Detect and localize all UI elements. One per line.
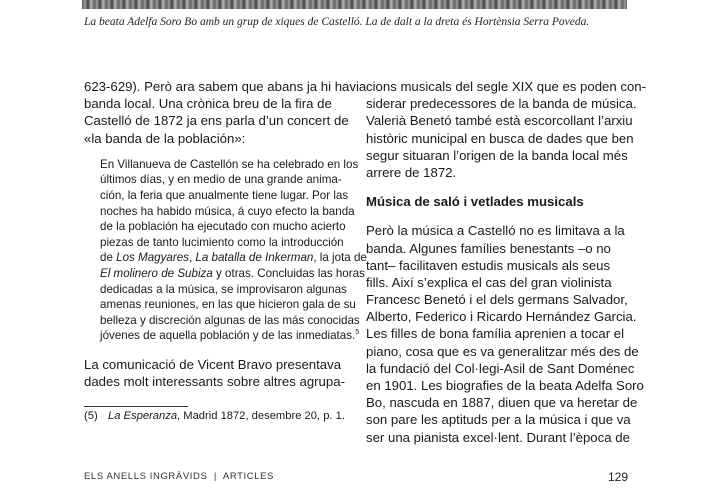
quote-line — [100, 250, 367, 266]
text-line: Bo, nascuda en 1887, diuen que va heretar de — [366, 395, 638, 411]
quote-line: piezas de tanto lucimiento como la introducción — [100, 235, 344, 249]
quote-text: , — [188, 251, 196, 265]
quote-text: , la jota de — [313, 251, 367, 265]
left-paragraph-1 — [84, 78, 367, 147]
work-title: El molinero de Subiza — [100, 266, 213, 280]
text-line: 623-629). Però ara sabem que abans ja hi havia — [84, 79, 367, 94]
section-heading: Música de saló i vetlades musicals — [366, 194, 584, 210]
text-line: Alberto, Federico i Ricardo Hernández Garcia. — [366, 309, 637, 325]
footnote — [84, 410, 345, 422]
text-line: històric municipal en busca de dades que ben — [366, 130, 634, 146]
text-line: fills. Així s’explica el cas del gran violinista — [366, 274, 612, 290]
text-line: «la banda de la población»: — [84, 130, 246, 146]
text-line: ser una pianista excel·lent. Durant l’època de — [366, 429, 630, 445]
text-line: arrere de 1872. — [366, 164, 457, 180]
work-title: Los Magyares — [116, 251, 189, 265]
text-line: tant– facilitaven estudis musicals als seus — [366, 257, 611, 273]
text-line: piano, cosa que es va generalitzar més des de — [366, 343, 639, 359]
footnote-rule — [84, 406, 188, 407]
left-paragraph-2 — [84, 356, 346, 390]
quote-line — [100, 328, 360, 344]
quote-line: noches ha habido música, á cuyo efecto la banda — [100, 204, 355, 218]
text-line: siderar predecessores de la banda de música. — [366, 96, 637, 112]
quote-text: y otras. Concluidas las horas — [212, 266, 365, 280]
block-quote — [100, 157, 367, 344]
text-line: la fundació del Col·legi-Asil de Sant Doménec — [366, 360, 635, 376]
text-line: cions musicals del segle XIX que es poden con- — [366, 79, 647, 94]
text-line: Francesc Benetó i el dels germans Salvador, — [366, 292, 628, 308]
left-column — [84, 78, 367, 390]
text-line: dades molt interessants sobre altres agrupa- — [84, 374, 345, 390]
running-head: ELS ANELLS INGRÀVIDS | ARTICLES — [84, 471, 274, 482]
right-column — [366, 78, 647, 446]
photo-caption: La beata Adelfa Soro Bo amb un grup de xiques de Castelló. La de dalt a la dreta és Hortènsia Serra Poveda. — [84, 16, 590, 28]
quote-text: jóvenes de aquella población y de las inmediatas. — [100, 329, 356, 343]
footnote-marker: 5 — [355, 329, 360, 337]
text-line: Les filles de bona família aprenien a tocar el — [366, 326, 625, 342]
quote-line: dedicadas a la música, se improvisaron algunas — [100, 282, 347, 296]
text-line: son pare les aptituds per a la música i que va — [366, 412, 631, 428]
right-paragraph-1 — [366, 78, 647, 181]
quote-line: ción, la feria que anualmente tiene lugar. Por las — [100, 188, 349, 202]
right-paragraph-2 — [366, 222, 644, 445]
page-number: 129 — [608, 470, 629, 484]
text-line: banda. Algunes famílies benestants –o no — [366, 240, 611, 256]
photo-bottom-edge — [82, 0, 627, 9]
quote-line: de la población ha ejecutado con mucho acierto — [100, 220, 346, 234]
text-line: segur situaran l’origen de la banda local més — [366, 147, 628, 163]
work-title: La batalla de Inkerman — [195, 251, 314, 265]
text-line: La comunicació de Vicent Bravo presentava — [84, 356, 342, 372]
quote-line: amenas reuniones, en las que hicieron gala de su — [100, 298, 356, 312]
text-line: Valerià Benetó també està escorcollant l’arxiu — [366, 113, 633, 129]
quote-line: belleza y discreción algunas de las más conocidas — [100, 313, 360, 327]
quote-text: de — [100, 251, 117, 265]
text-line: Castelló de 1872 ja ens parla d’un concert de — [84, 113, 349, 129]
footnote-text: , Madrid 1872, desembre 20, p. 1. — [177, 410, 345, 422]
quote-line — [100, 266, 365, 282]
footnote-number: (5) — [84, 410, 98, 422]
text-line: Però la música a Castelló no es limitava a la — [366, 223, 625, 239]
quote-line: últimos días, y en medio de una grande anima- — [100, 173, 342, 187]
quote-line: En Villanueva de Castellón se ha celebrado en los — [100, 157, 359, 171]
text-line: en 1901. Les biografies de la beata Adelfa Soro — [366, 378, 644, 393]
text-line: banda local. Una crònica breu de la fira de — [84, 96, 332, 112]
footnote-source-title: La Esperanza — [108, 410, 178, 422]
